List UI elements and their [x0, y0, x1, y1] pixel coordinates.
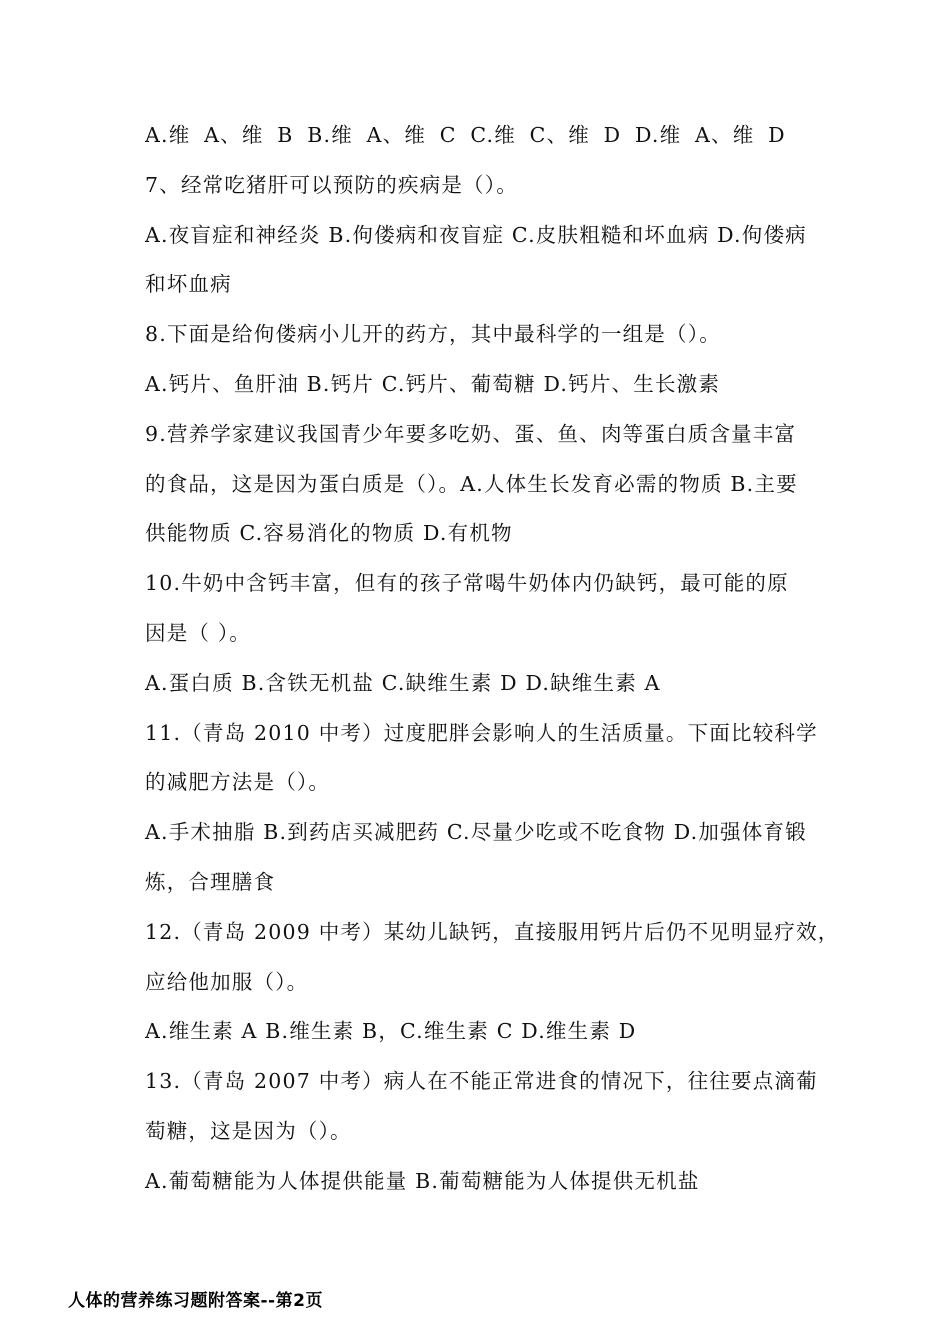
- q12-options: A.维生素 A B.维生素 B，C.维生素 C D.维生素 D: [145, 1019, 637, 1044]
- q12-question-cont: 应给他加服（）。: [145, 969, 309, 994]
- q11-question: 11.（青岛 2010 中考）过度肥胖会影响人的生活质量。下面比较科学: [145, 720, 818, 745]
- q10-question: 10.牛奶中含钙丰富，但有的孩子常喝牛奶体内仍缺钙，最可能的原: [145, 571, 789, 596]
- q9-options-cont: 供能物质 C.容易消化的物质 D.有机物: [145, 521, 513, 546]
- page-footer: 人体的营养练习题附答案--第2页: [68, 1291, 323, 1311]
- q13-question-cont: 萄糖，这是因为（）。: [145, 1118, 352, 1143]
- q7-question: 7、经常吃猪肝可以预防的疾病是（）。: [145, 172, 518, 197]
- q7-options-cont: 和坏血病: [145, 272, 232, 297]
- q8-question: 8.下面是给佝偻病小儿开的药方，其中最科学的一组是（）。: [145, 322, 721, 347]
- q11-options-cont: 炼，合理膳食: [145, 869, 276, 894]
- q11-options: A.手术抽脂 B.到药店买减肥药 C.尽量少吃或不吃食物 D.加强体育锻: [145, 820, 807, 845]
- q11-question-cont: 的减肥方法是（）。: [145, 770, 331, 795]
- q10-options: A.蛋白质 B.含铁无机盐 C.缺维生素 D D.缺维生素 A: [145, 670, 661, 695]
- q13-options: A.葡萄糖能为人体提供能量 B.葡萄糖能为人体提供无机盐: [145, 1168, 700, 1193]
- q9-question: 9.营养学家建议我国青少年要多吃奶、蛋、鱼、肉等蛋白质含量丰富: [145, 421, 797, 446]
- q13-question: 13.（青岛 2007 中考）病人在不能正常进食的情况下，往往要点滴葡: [145, 1069, 818, 1094]
- document-body: [145, 111, 840, 1207]
- q7-options: A.夜盲症和神经炎 B.佝偻病和夜盲症 C.皮肤粗糙和坏血病 D.佝偻病: [145, 222, 807, 247]
- q10-question-cont: 因是（ ）。: [145, 620, 251, 645]
- q8-options: A.钙片、鱼肝油 B.钙片 C.钙片、葡萄糖 D.钙片、生长激素: [145, 371, 721, 396]
- q6-options: A.维 A、维 B B.维 A、维 C C.维 C、维 D D.维 A、维 D: [145, 123, 786, 147]
- q12-question: 12.（青岛 2009 中考）某幼儿缺钙，直接服用钙片后仍不见明显疗效，: [145, 919, 840, 944]
- q9-question-cont: 的食品，这是因为蛋白质是（）。A.人体生长发育必需的物质 B.主要: [145, 471, 798, 496]
